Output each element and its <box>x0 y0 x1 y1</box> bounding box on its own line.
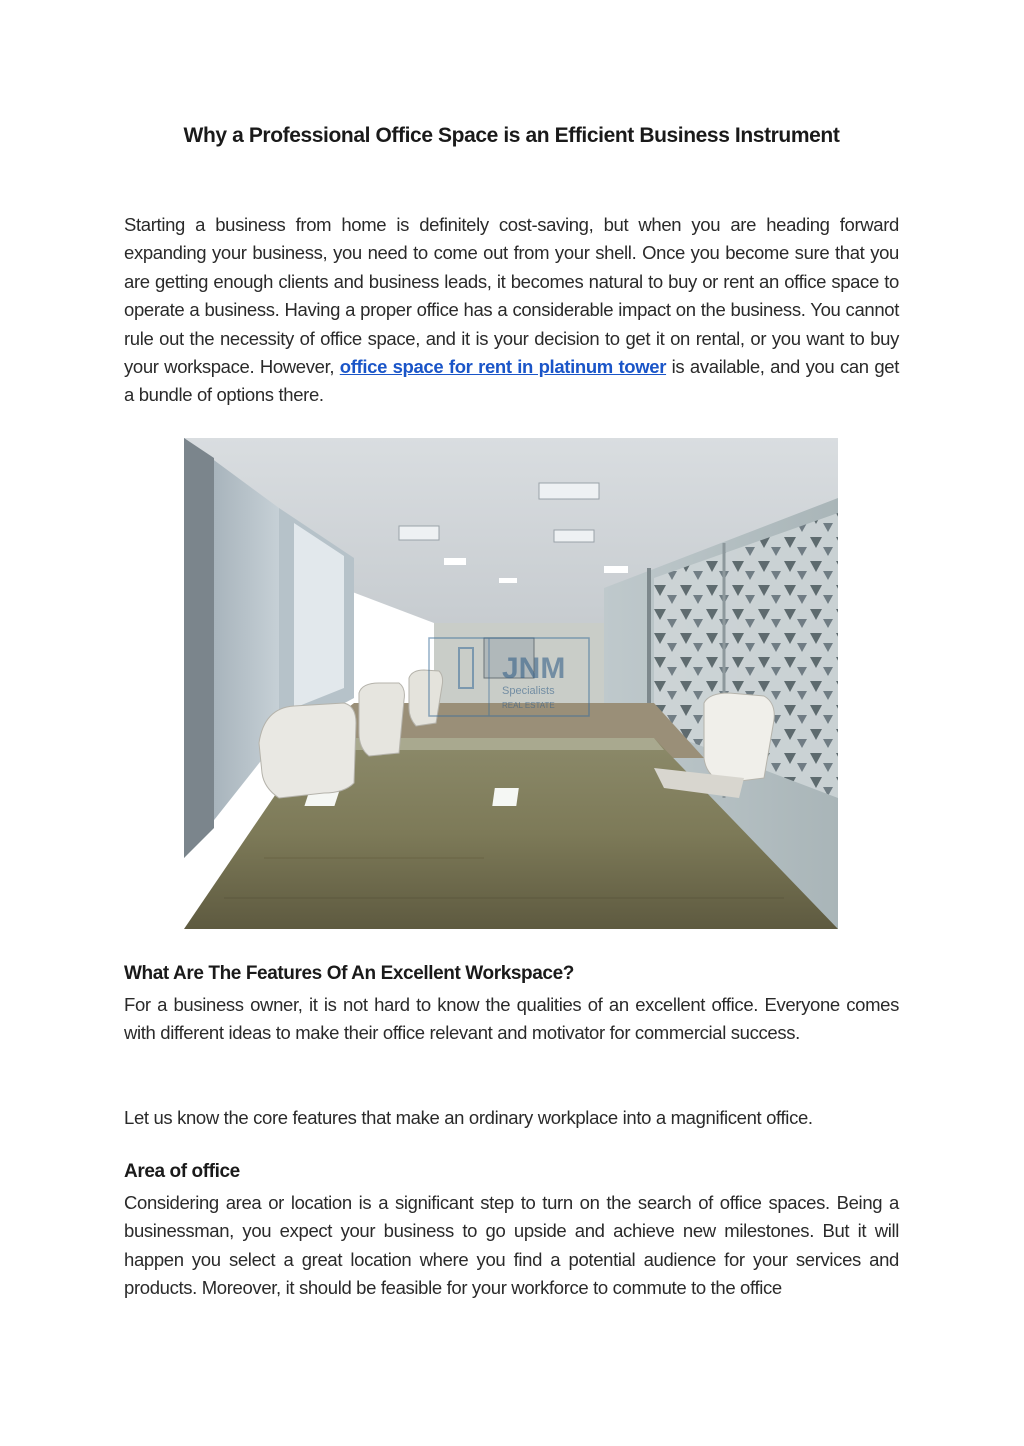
intro-text: Starting a business from home is definitely cost-saving, but when you are heading forward expanding your business, you need to come out from your shell. Once you become sure that you are getting enough clients and business leads, it becomes natural to buy or rent an office space to operate a business. Having a proper office has a considerable impact on the business. You cannot rule out the necessity of office space, and it is your decision to get it on rental, or you want to buy your workspace. However, <box>124 214 899 378</box>
features-paragraph: For a business owner, it is not hard to know the qualities of an excellent office. Everyone comes with different ideas to make their office relevant and motivator for commercial success. <box>124 994 899 1044</box>
area-heading: Area of office <box>124 1161 240 1182</box>
features-heading: What Are The Features Of An Excellent Workspace? <box>124 963 574 984</box>
intro-text-end: is available, and you can get a bundle of options there. <box>124 356 899 406</box>
features-followup: Let us know the core features that make an ordinary workplace into a magnificent office. <box>124 1107 813 1128</box>
logo-sub: Specialists <box>502 685 555 697</box>
document-title: Why a Professional Office Space is an Efficient Business Instrument <box>183 124 840 147</box>
logo-text: JNM <box>502 652 566 685</box>
area-paragraph: Considering area or location is a significant step to turn on the search of office spaces. Being a businessman, you expect your business to go upside and achieve new milestones. But it will happen you select a great location where you find a potential audience for your services and products. Moreover, it should be feasible for your workforce to commute to the office <box>124 1192 899 1299</box>
platinum-tower-link[interactable]: office space for rent in platinum tower <box>339 356 667 378</box>
office-photo <box>184 438 838 929</box>
intro-paragraph <box>124 211 899 410</box>
logo-sub2: REAL ESTATE <box>502 701 555 710</box>
